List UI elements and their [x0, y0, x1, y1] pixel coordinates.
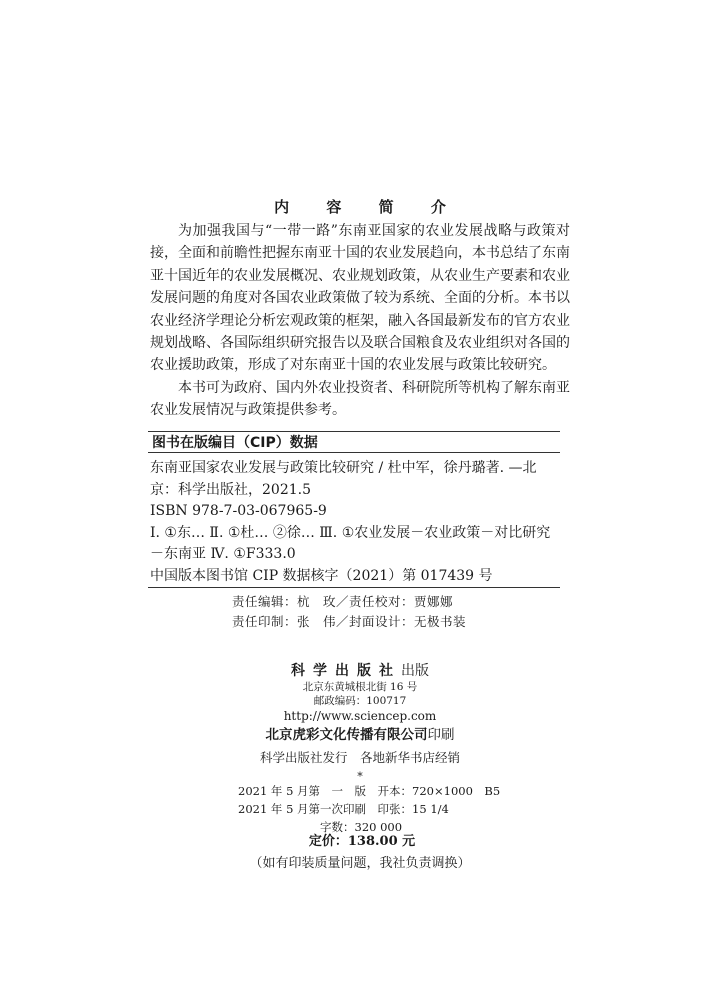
- cip-data-block: [150, 458, 562, 587]
- printing-line: 2021 年 5 月第一次印刷 印张：15 1/4: [238, 802, 449, 816]
- printer-suffix: 印刷: [427, 727, 455, 743]
- cip-number: 中国版本图书馆 CIP 数据核字（2021）第 017439 号: [150, 567, 493, 584]
- printer-name: 北京虎彩文化传播有限公司: [265, 727, 428, 743]
- publisher-name-suffix: 出版: [401, 663, 429, 679]
- publisher-address: 北京东黄城根北街 16 号: [302, 681, 418, 693]
- distribution-line: 科学出版社发行 各地新华书店经销: [259, 750, 460, 765]
- quality-notice: （如有印装质量问题，我社负责调换）: [249, 856, 471, 871]
- cip-classification: Ⅰ. ①东… Ⅱ. ①杜… ②徐… Ⅲ. ①农业发展－农业政策－对比研究－东南亚 Ⅳ. ①F333.0: [150, 524, 551, 562]
- summary-paragraph: 为加强我国与“一带一路”东南亚国家的农业发展战略与政策对接，全面和前瞻性把握东南亚十国的农业发展趋向，本书总结了东南亚十国近年的农业发展概况、农业规划政策，从农业生产要素和农业发展问题的角度对各国农业政策做了较为系统、全面的分析。本书以农业经济学理论分析宏观政策的框架，融入各国最新发布的官方农业规划战略、各国际组织研究报告以及联合国粮食及农业组织对各国的农业援助政策，形成了对东南亚十国的农业发展与政策比较研究。: [150, 223, 570, 374]
- cip-header-rule: [148, 452, 560, 453]
- publisher-url: http://www.sciencep.com: [283, 709, 437, 723]
- word-count: 字数：320 000: [320, 820, 403, 834]
- edition-line: 2021 年 5 月第 一 版 开本：720×1000 B5: [238, 784, 501, 798]
- price: 定价：138.00 元: [308, 834, 416, 849]
- publisher-block: [0, 660, 720, 784]
- summary-text: [150, 220, 570, 422]
- credits-block: [232, 592, 532, 632]
- publisher-name: 科学出版社: [291, 663, 401, 679]
- credits-editors: 责任编辑：杭 玫／责任校对：贾娜娜: [232, 594, 454, 609]
- cip-isbn: ISBN 978-7-03-067965-9: [150, 503, 327, 519]
- summary-title: 内 容 简 介: [274, 198, 462, 216]
- edition-block: [238, 782, 501, 836]
- cip-citation: 东南亚国家农业发展与政策比较研究 / 杜中军，徐丹璐著. —北京：科学出版社，2021.5: [150, 460, 537, 498]
- separator-asterisk: *: [357, 770, 363, 783]
- summary-paragraph: 本书可为政府、国内外农业投资者、科研院所等机构了解东南亚农业发展情况与政策提供参考。: [150, 379, 570, 419]
- credits-production: 责任印制：张 伟／封面设计：无极书装: [232, 614, 467, 629]
- cip-title: 图书在版编目（CIP）数据: [152, 435, 318, 451]
- cip-bottom-rule: [148, 587, 560, 588]
- publisher-postcode: 邮政编码：100717: [313, 695, 407, 707]
